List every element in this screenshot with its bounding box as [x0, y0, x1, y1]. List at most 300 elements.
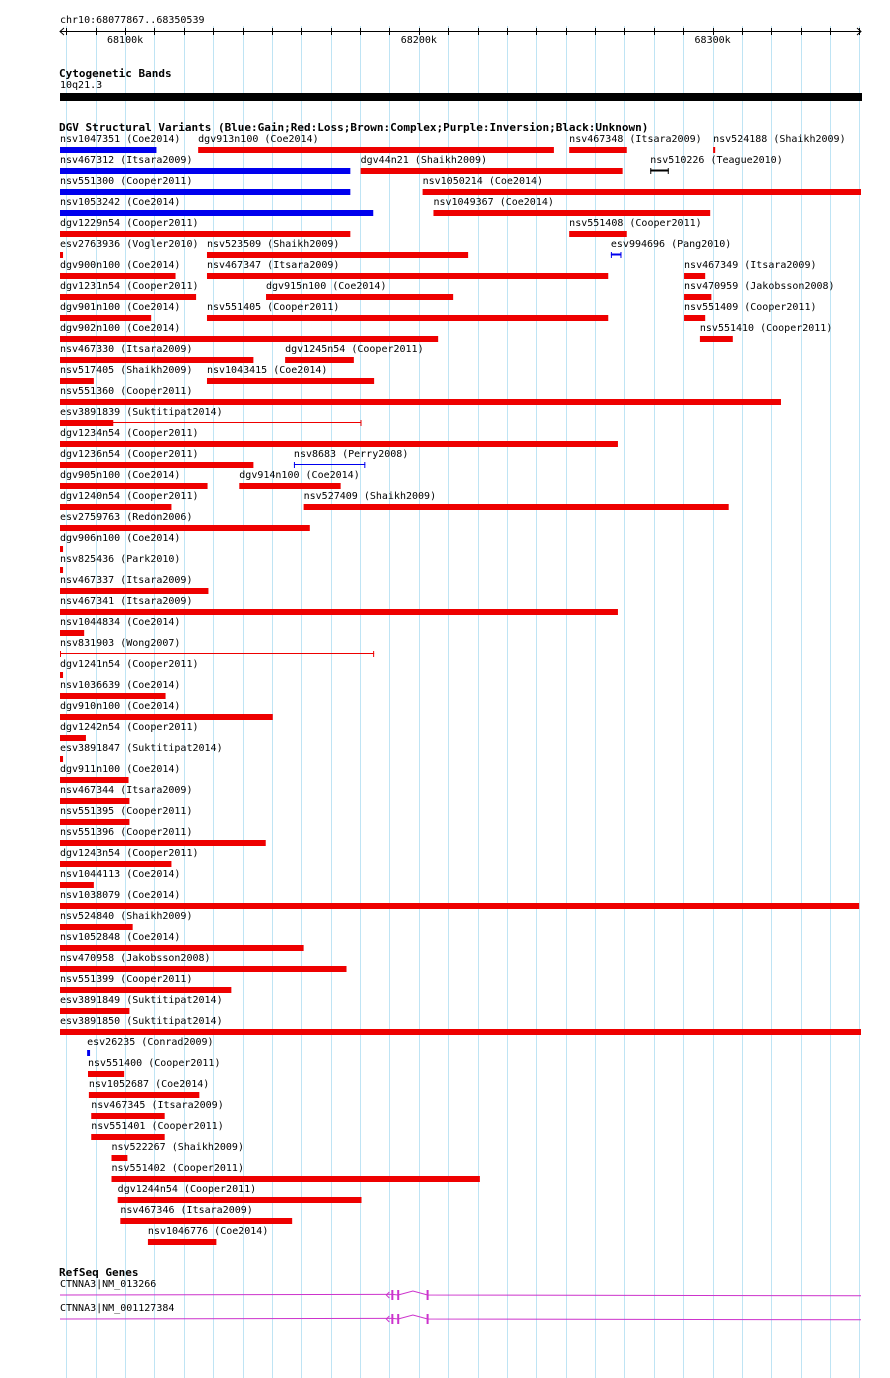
variant-study: Itsara2009 — [126, 344, 187, 355]
variant-study: Coe2014 — [132, 134, 175, 145]
variant-bar — [60, 882, 94, 888]
variant-bar — [60, 945, 304, 951]
variant-bar — [569, 147, 627, 153]
variant-study: Suktitipat2014 — [132, 743, 217, 754]
variant-bar — [91, 1134, 164, 1140]
variant-label[interactable]: dgv1243n54 (Cooper2011) — [60, 848, 199, 859]
variant-label[interactable]: nsv467341 (Itsara2009) — [60, 596, 193, 607]
variant-bar — [60, 420, 113, 426]
variant-study: Itsara2009 — [273, 260, 334, 271]
variant-study: Cooper2011 — [177, 1163, 238, 1174]
variant-label[interactable]: dgv900n100 (Coe2014) — [60, 260, 181, 271]
variant-label[interactable]: nsv510226 (Teague2010) — [650, 155, 783, 166]
variant-study: Cooper2011 — [635, 218, 696, 229]
variant-id: dgv905n100 — [60, 470, 121, 481]
variant-label[interactable]: nsv551396 (Cooper2011) — [60, 827, 193, 838]
variant-label[interactable]: dgv1245n54 (Cooper2011) — [285, 344, 424, 355]
variant-study: Cooper2011 — [126, 176, 187, 187]
variant-id: nsv517405 — [60, 365, 115, 376]
variant-id: dgv44n21 — [360, 155, 409, 166]
variant-label[interactable]: dgv914n100 (Coe2014) — [239, 470, 360, 481]
variant-study: Cooper2011 — [132, 449, 193, 460]
variant-bar — [60, 378, 94, 384]
variant-study: Coe2014 — [132, 680, 175, 691]
variant-id: dgv915n100 — [266, 281, 327, 292]
variant-id: esv3891850 — [60, 1016, 121, 1027]
variant-bar — [60, 231, 350, 237]
variant-study: Coe2014 — [270, 134, 313, 145]
variant-bar — [60, 525, 310, 531]
variant-label[interactable]: nsv524840 (Shaikh2009) — [60, 911, 193, 922]
variant-study: Coe2014 — [132, 764, 175, 775]
variant-label[interactable]: nsv551300 (Cooper2011) — [60, 176, 193, 187]
variant-bar — [60, 546, 63, 552]
variant-bar — [713, 147, 715, 153]
variant-study: Shaikh2009 — [177, 1142, 238, 1153]
variant-bar — [60, 588, 208, 594]
variant-id: esv994696 — [610, 239, 666, 250]
variant-bar — [684, 315, 705, 321]
variant-id: nsv1050214 — [422, 176, 483, 187]
variant-bar — [60, 357, 253, 363]
variant-id: nsv467337 — [60, 575, 115, 586]
variant-label[interactable]: dgv1240n54 (Cooper2011) — [60, 491, 199, 502]
variant-label[interactable]: esv2759763 (Redon2006) — [60, 512, 193, 523]
variant-label[interactable]: nsv470959 (Jakobsson2008) — [684, 281, 835, 292]
variant-id: dgv1229n54 — [60, 218, 121, 229]
variant-id: dgv906n100 — [60, 533, 121, 544]
variant-id: dgv1236n54 — [60, 449, 121, 460]
variant-id: dgv1243n54 — [60, 848, 121, 859]
variant-study: Coe2014 — [338, 281, 381, 292]
variant-label[interactable]: nsv8683 (Perry2008) — [293, 449, 409, 460]
variant-study: Park2010 — [126, 554, 175, 565]
variant-bar — [112, 1155, 128, 1161]
variant-bar — [60, 630, 84, 636]
variant-label[interactable]: esv3891849 (Suktitipat2014) — [60, 995, 223, 1006]
variant-label[interactable]: dgv1241n54 (Cooper2011) — [60, 659, 199, 670]
variant-id: nsv551399 — [60, 974, 115, 985]
variant-study: Teague2010 — [716, 155, 777, 166]
variant-bar — [60, 462, 253, 468]
variant-study: Coe2014 — [132, 890, 175, 901]
variant-bar — [60, 861, 171, 867]
variant-label[interactable]: dgv1242n54 (Cooper2011) — [60, 722, 199, 733]
variant-id: nsv1052687 — [88, 1079, 150, 1090]
variant-study: Jakobsson2008 — [750, 281, 829, 292]
variant-study: Cooper2011 — [357, 344, 418, 355]
variant-label[interactable]: nsv551408 (Cooper2011) — [569, 218, 702, 229]
variant-id: esv3891849 — [60, 995, 121, 1006]
variant-bar — [60, 483, 208, 489]
variant-bar — [88, 1071, 124, 1077]
variant-bar — [91, 1113, 164, 1119]
variant-bar — [60, 1008, 129, 1014]
variant-bar — [285, 357, 354, 363]
variant-bar — [60, 504, 171, 510]
variant-label[interactable]: nsv831903 (Wong2007) — [60, 638, 181, 649]
variant-study: Coe2014 — [494, 176, 538, 187]
variant-id: nsv470958 — [60, 953, 115, 964]
variant-bar — [60, 987, 231, 993]
variant-label[interactable]: dgv1234n54 (Cooper2011) — [60, 428, 199, 439]
variant-study: Coe2014 — [132, 197, 175, 208]
gene-exon — [391, 1314, 393, 1324]
variant-study: Coe2014 — [132, 932, 175, 943]
variant-study: Cooper2011 — [132, 428, 193, 439]
variant-bar — [89, 1092, 199, 1098]
variant-label[interactable]: nsv517405 (Shaikh2009) — [60, 365, 193, 376]
gene-strand-arrow — [386, 1316, 389, 1322]
variant-study: Itsara2009 — [635, 134, 696, 145]
variant-label[interactable]: nsv1036639 (Coe2014) — [60, 680, 181, 691]
gene-exon — [397, 1314, 399, 1324]
variant-bar — [60, 336, 438, 342]
variant-label[interactable]: nsv551410 (Cooper2011) — [699, 323, 833, 334]
variant-id: dgv902n100 — [60, 323, 121, 334]
variant-study: Shaikh2009 — [779, 134, 840, 145]
variant-label[interactable]: nsv825436 (Park2010) — [60, 554, 181, 565]
dgv-track-title: DGV Structural Variants (Blue:Gain;Red:Loss;Brown:Complex;Purple:Inversion;Black:Unknown) — [59, 121, 649, 134]
variant-study: Coe2014 — [311, 470, 354, 481]
cytoband-bar — [60, 93, 862, 101]
variant-label[interactable]: esv26235 (Conrad2009) — [87, 1037, 214, 1048]
variant-study: Cooper2011 — [126, 386, 187, 397]
variant-study: Shaikh2009 — [273, 239, 334, 250]
variant-bar — [60, 399, 781, 405]
variant-label[interactable]: nsv522267 (Shaikh2009) — [111, 1142, 244, 1153]
variant-bar — [87, 1050, 90, 1056]
variant-bar — [60, 924, 133, 930]
variant-study: Conrad2009 — [147, 1037, 208, 1048]
cytoband-label: 10q21.3 — [60, 80, 103, 91]
variant-bar — [60, 819, 129, 825]
variant-label[interactable]: nsv467346 (Itsara2009) — [120, 1205, 253, 1216]
variant-study: Shaikh2009 — [420, 155, 482, 166]
variant-bar — [60, 609, 618, 615]
variant-id: nsv467346 — [120, 1205, 175, 1216]
variant-label[interactable]: nsv551399 (Cooper2011) — [60, 974, 193, 985]
variant-study: Itsara2009 — [126, 575, 187, 586]
variant-bar — [60, 210, 373, 216]
variant-bar — [304, 504, 729, 510]
variant-bar — [112, 1176, 480, 1182]
variant-study: Cooper2011 — [766, 323, 827, 334]
variant-label[interactable]: dgv44n21 (Shaikh2009) — [360, 155, 488, 166]
variant-study: Coe2014 — [279, 365, 322, 376]
variant-study: Cooper2011 — [157, 1121, 218, 1132]
variant-label[interactable]: nsv467312 (Itsara2009) — [60, 155, 193, 166]
variant-label[interactable]: nsv551395 (Cooper2011) — [60, 806, 193, 817]
variant-id: nsv825436 — [60, 554, 115, 565]
variant-bar — [700, 336, 733, 342]
variant-study: Coe2014 — [132, 869, 175, 880]
variant-id: nsv551405 — [206, 302, 262, 313]
refseq-track-title: RefSeq Genes — [59, 1266, 139, 1279]
variant-id: nsv510226 — [650, 155, 705, 166]
variant-bar — [423, 189, 861, 195]
variant-bar — [60, 777, 129, 783]
variant-study: Cooper2011 — [126, 827, 187, 838]
variant-bar — [60, 315, 151, 321]
variant-label[interactable]: esv3891839 (Suktitipat2014) — [60, 407, 223, 418]
variant-bar — [239, 483, 340, 489]
variant-id: dgv1240n54 — [60, 491, 121, 502]
gene-label[interactable]: CTNNA3|NM_013266 — [60, 1279, 157, 1290]
variant-label[interactable]: dgv913n100 (Coe2014) — [198, 134, 319, 145]
variant-label[interactable]: nsv1047351 (Coe2014) — [60, 134, 181, 145]
variant-id: nsv551409 — [684, 302, 739, 313]
variant-study: Cooper2011 — [132, 722, 193, 733]
variant-study: Coe2014 — [220, 1226, 263, 1237]
variant-id: nsv1043415 — [206, 365, 268, 376]
variant-bar — [60, 294, 196, 300]
variant-study: Shaikh2009 — [126, 911, 187, 922]
variant-id: dgv1231n54 — [60, 281, 121, 292]
variant-label[interactable]: dgv1244n54 (Cooper2011) — [117, 1184, 257, 1195]
variant-label[interactable]: dgv902n100 (Coe2014) — [60, 323, 181, 334]
variant-label[interactable]: dgv906n100 (Coe2014) — [60, 533, 181, 544]
variant-label[interactable]: nsv1049367 (Coe2014) — [433, 197, 554, 208]
variant-label[interactable]: dgv905n100 (Coe2014) — [60, 470, 181, 481]
variant-label[interactable]: nsv1052687 (Coe2014) — [88, 1079, 210, 1090]
variant-id: esv26235 — [87, 1037, 136, 1048]
variant-label[interactable]: dgv911n100 (Coe2014) — [60, 764, 181, 775]
gene-strand-arrow — [386, 1292, 389, 1298]
variant-bar — [60, 735, 86, 741]
variant-label[interactable]: dgv1236n54 (Cooper2011) — [60, 449, 199, 460]
variant-study: Cooper2011 — [750, 302, 811, 313]
variant-study: Cooper2011 — [126, 974, 187, 985]
variant-label[interactable]: nsv1044113 (Coe2014) — [60, 869, 181, 880]
variant-study: Cooper2011 — [154, 1058, 215, 1069]
variant-id: nsv467341 — [60, 596, 115, 607]
variant-label[interactable]: nsv467347 (Itsara2009) — [206, 260, 340, 271]
variant-bar — [60, 714, 273, 720]
variant-label[interactable]: nsv467337 (Itsara2009) — [60, 575, 193, 586]
variant-label[interactable]: dgv1231n54 (Cooper2011) — [60, 281, 199, 292]
variant-bar — [60, 441, 618, 447]
variant-label[interactable]: nsv551405 (Cooper2011) — [206, 302, 340, 313]
variant-study: Suktitipat2014 — [132, 1016, 217, 1027]
variant-id: nsv8683 — [293, 449, 337, 460]
gene-intron-line — [60, 1315, 861, 1320]
ruler-tick-label: 68300k — [694, 35, 731, 46]
variant-label[interactable]: nsv470958 (Jakobsson2008) — [60, 953, 211, 964]
variant-bar — [60, 966, 347, 972]
variant-study: Cooper2011 — [126, 806, 187, 817]
variant-study: Cooper2011 — [132, 659, 193, 670]
variant-label[interactable]: nsv467330 (Itsara2009) — [60, 344, 193, 355]
region-label: chr10:68077867..68350539 — [60, 15, 205, 26]
variant-bar — [120, 1218, 292, 1224]
variant-study: Suktitipat2014 — [132, 995, 217, 1006]
variant-id: esv2759763 — [60, 512, 121, 523]
variant-study: Cooper2011 — [273, 302, 334, 313]
variant-label[interactable]: dgv1229n54 (Cooper2011) — [60, 218, 199, 229]
variant-label[interactable]: nsv1052848 (Coe2014) — [60, 932, 181, 943]
variant-bar — [361, 168, 623, 174]
variant-id: dgv1244n54 — [117, 1184, 178, 1195]
variant-id: dgv900n100 — [60, 260, 121, 271]
variant-study: Itsara2009 — [126, 785, 187, 796]
variant-label[interactable]: nsv551360 (Cooper2011) — [60, 386, 193, 397]
variant-bar — [60, 147, 156, 153]
ruler-tick-label: 68200k — [400, 35, 437, 46]
variant-study: Coe2014 — [161, 1079, 204, 1090]
variant-label[interactable]: nsv1050214 (Coe2014) — [422, 176, 544, 187]
gene-exon — [427, 1314, 429, 1324]
variant-study: Cooper2011 — [132, 491, 193, 502]
variant-bar — [60, 798, 129, 804]
gene-exon — [391, 1290, 393, 1300]
variant-id: nsv523509 — [206, 239, 262, 250]
variant-id: dgv911n100 — [60, 764, 121, 775]
variant-bar — [60, 840, 266, 846]
variant-bar — [60, 273, 176, 279]
variant-id: nsv467347 — [206, 260, 262, 271]
variant-label[interactable]: esv3891850 (Suktitipat2014) — [60, 1016, 223, 1027]
variant-label[interactable]: nsv1038079 (Coe2014) — [60, 890, 181, 901]
variant-study: Coe2014 — [132, 701, 175, 712]
variant-label[interactable]: nsv524188 (Shaikh2009) — [713, 134, 846, 145]
variant-bar — [569, 231, 627, 237]
variant-id: nsv1046776 — [147, 1226, 209, 1237]
variant-label[interactable]: nsv551409 (Cooper2011) — [684, 302, 817, 313]
variant-study: Cooper2011 — [132, 218, 193, 229]
variant-study: Redon2006 — [132, 512, 187, 523]
variant-id: nsv831903 — [60, 638, 115, 649]
variant-study: Itsara2009 — [126, 596, 187, 607]
variant-label[interactable]: esv2763936 (Vogler2010) — [60, 239, 199, 250]
variant-study: Coe2014 — [132, 470, 175, 481]
variant-label[interactable]: esv3891847 (Suktitipat2014) — [60, 743, 223, 754]
variant-label[interactable]: nsv467348 (Itsara2009) — [569, 134, 702, 145]
variant-label[interactable]: nsv467345 (Itsara2009) — [91, 1100, 224, 1111]
variant-id: nsv1052848 — [60, 932, 121, 943]
variant-label[interactable]: nsv1046776 (Coe2014) — [147, 1226, 269, 1237]
variant-id: esv3891847 — [60, 743, 121, 754]
variant-id: dgv1234n54 — [60, 428, 121, 439]
variant-study: Pang2010 — [677, 239, 726, 250]
variant-label[interactable]: esv994696 (Pang2010) — [610, 239, 732, 250]
variant-bar — [60, 1029, 861, 1035]
variant-id: nsv1044834 — [60, 617, 121, 628]
variant-id: dgv901n100 — [60, 302, 121, 313]
variant-label[interactable]: dgv901n100 (Coe2014) — [60, 302, 181, 313]
variant-bar — [60, 903, 859, 909]
cytoband-track-title: Cytogenetic Bands — [59, 67, 172, 80]
variant-id: nsv551400 — [88, 1058, 143, 1069]
variant-id: nsv551395 — [60, 806, 115, 817]
variant-id: nsv522267 — [111, 1142, 166, 1153]
variant-id: nsv467345 — [91, 1100, 146, 1111]
variant-label[interactable]: nsv523509 (Shaikh2009) — [206, 239, 340, 250]
variant-study: Coe2014 — [132, 533, 175, 544]
variant-bar — [207, 315, 608, 321]
variant-study: Cooper2011 — [132, 848, 193, 859]
variant-id: nsv470959 — [684, 281, 739, 292]
variant-bar — [198, 147, 554, 153]
variant-label[interactable]: nsv527409 (Shaikh2009) — [303, 491, 437, 502]
variant-study: Itsara2009 — [126, 155, 187, 166]
variant-bar — [60, 672, 63, 678]
variant-bar — [60, 168, 350, 174]
variant-study: Perry2008 — [348, 449, 403, 460]
variant-id: nsv467330 — [60, 344, 115, 355]
variant-id: esv3891839 — [60, 407, 121, 418]
variant-bar — [684, 273, 705, 279]
variant-bar — [60, 252, 63, 258]
variant-id: nsv467348 — [569, 134, 624, 145]
variant-study: Itsara2009 — [186, 1205, 247, 1216]
variant-id: nsv524840 — [60, 911, 115, 922]
variant-label[interactable]: nsv551402 (Cooper2011) — [111, 1163, 244, 1174]
variant-id: dgv1245n54 — [285, 344, 346, 355]
variant-study: Coe2014 — [132, 323, 175, 334]
variant-label[interactable]: dgv915n100 (Coe2014) — [266, 281, 387, 292]
variant-study: Suktitipat2014 — [132, 407, 217, 418]
ruler-tick-label: 68100k — [107, 35, 144, 46]
variant-study: Wong2007 — [126, 638, 175, 649]
variant-study: Coe2014 — [132, 617, 175, 628]
variant-bar — [60, 567, 63, 573]
variant-id: nsv551300 — [60, 176, 115, 187]
gene-intron-line — [60, 1291, 861, 1296]
variant-bar — [433, 210, 710, 216]
variant-bar — [684, 294, 711, 300]
variant-id: esv2763936 — [60, 239, 121, 250]
variant-id: nsv551401 — [91, 1121, 146, 1132]
variant-bar — [266, 294, 453, 300]
variant-bar — [148, 1239, 216, 1245]
variant-id: nsv1038079 — [60, 890, 121, 901]
variant-id: dgv910n100 — [60, 701, 121, 712]
variant-label[interactable]: nsv467349 (Itsara2009) — [684, 260, 817, 271]
variant-id: nsv467344 — [60, 785, 115, 796]
variant-bar — [207, 273, 608, 279]
variant-id: nsv1053242 — [60, 197, 121, 208]
variant-study: Shaikh2009 — [126, 365, 187, 376]
variant-study: Cooper2011 — [189, 1184, 251, 1195]
variant-id: dgv913n100 — [198, 134, 259, 145]
variant-bar — [60, 189, 350, 195]
variant-study: Coe2014 — [505, 197, 548, 208]
gene-label[interactable]: CTNNA3|NM_001127384 — [60, 1303, 175, 1314]
variant-label[interactable]: nsv1043415 (Coe2014) — [206, 365, 328, 376]
variant-label[interactable]: nsv467344 (Itsara2009) — [60, 785, 193, 796]
variant-id: dgv914n100 — [239, 470, 300, 481]
variant-label[interactable]: nsv551400 (Cooper2011) — [88, 1058, 221, 1069]
variant-id: nsv467312 — [60, 155, 115, 166]
variant-id: nsv551408 — [569, 218, 624, 229]
variant-bar — [207, 378, 374, 384]
variant-label[interactable]: nsv1053242 (Coe2014) — [60, 197, 181, 208]
variant-id: nsv467349 — [684, 260, 739, 271]
variant-id: dgv1242n54 — [60, 722, 121, 733]
variant-label[interactable]: nsv551401 (Cooper2011) — [91, 1121, 224, 1132]
variant-study: Coe2014 — [132, 302, 175, 313]
variant-id: nsv551402 — [111, 1163, 166, 1174]
variant-id: dgv1241n54 — [60, 659, 121, 670]
variant-label[interactable]: dgv910n100 (Coe2014) — [60, 701, 181, 712]
variant-id: nsv527409 — [303, 491, 358, 502]
variant-label[interactable]: nsv1044834 (Coe2014) — [60, 617, 181, 628]
variant-study: Itsara2009 — [750, 260, 811, 271]
variant-id: nsv551396 — [60, 827, 115, 838]
variant-bar — [207, 252, 468, 258]
variant-study: Shaikh2009 — [369, 491, 431, 502]
